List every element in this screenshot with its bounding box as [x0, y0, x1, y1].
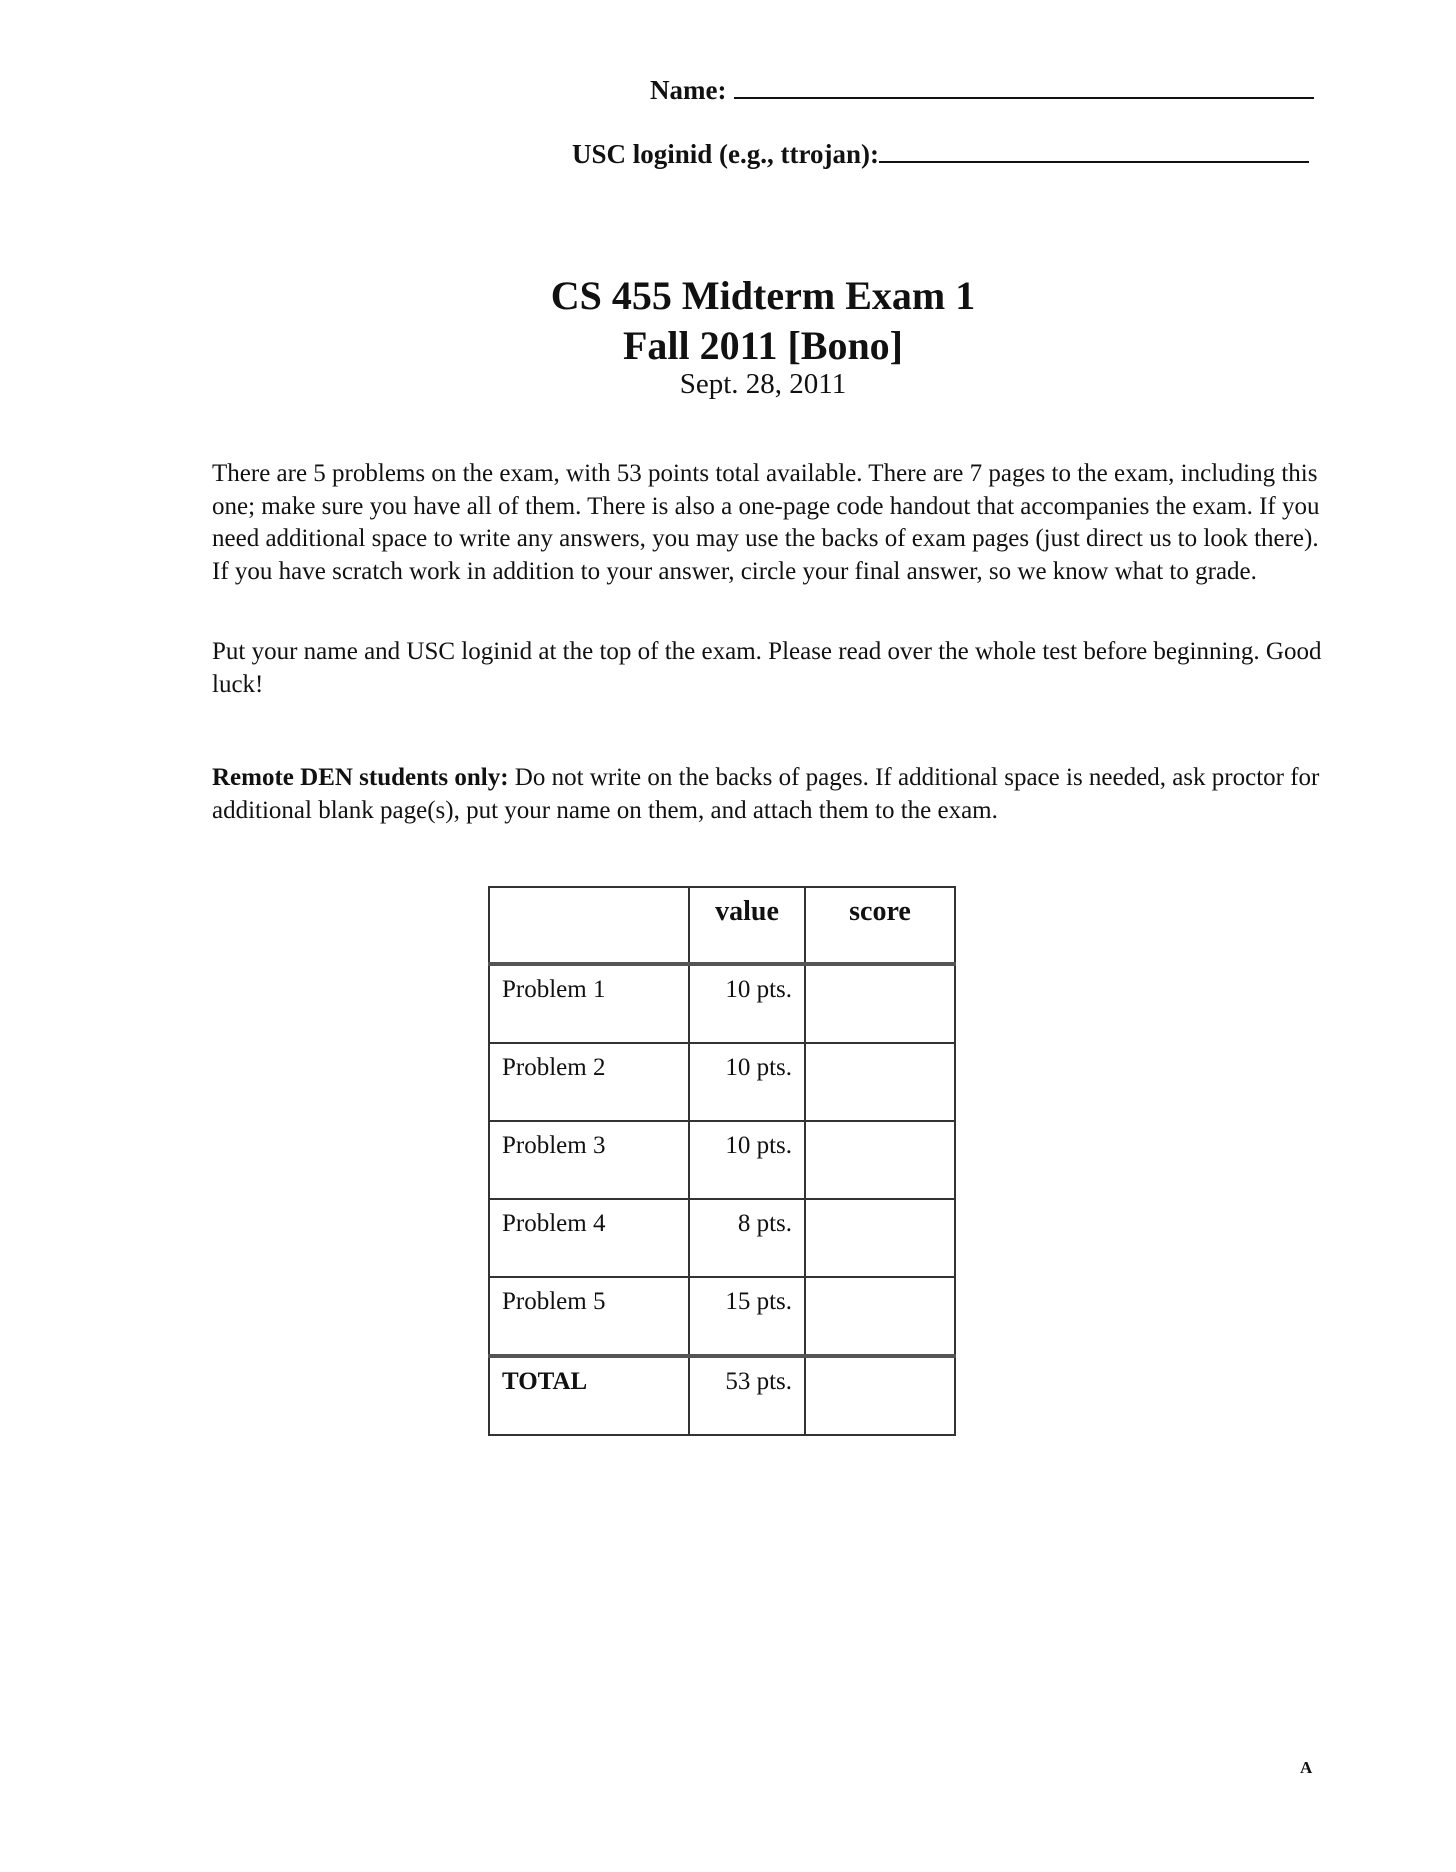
- loginid-field: [572, 137, 1309, 170]
- remote-note-heading: Remote DEN students only:: [212, 764, 509, 791]
- instructions-paragraph-1: There are 5 problems on the exam, with 53 points total available. There are 7 pages to the exam, including this one; make sure you have all of them. There is also a one-page code handout that accompanies the exam. If you need additional space to write any answers, you may use the backs of exam pages (just direct us to look there). If you have scratch work in addition to your answer, circle your final answer, so we know what to grade.: [212, 460, 1320, 585]
- table-row: [489, 1121, 955, 1199]
- exam-date: Sept. 28, 2011: [679, 368, 847, 400]
- table-row: [489, 1043, 955, 1121]
- loginid-blank-line[interactable]: [879, 137, 1309, 163]
- header-value: value: [689, 887, 805, 964]
- problem-value: 8 pts.: [689, 1199, 805, 1277]
- exam-title: CS 455 Midterm Exam 1: [550, 273, 976, 318]
- loginid-label: USC loginid (e.g., ttrojan):: [572, 139, 879, 169]
- problem-score-cell: [805, 964, 955, 1043]
- problem-label: Problem 4: [489, 1199, 689, 1277]
- name-label: Name:: [650, 75, 727, 105]
- total-label: TOTAL: [489, 1356, 689, 1435]
- problem-value: 10 pts.: [689, 964, 805, 1043]
- table-row: [489, 1199, 955, 1277]
- name-field: [650, 73, 1314, 106]
- problem-value: 10 pts.: [689, 1121, 805, 1199]
- problem-score-cell: [805, 1043, 955, 1121]
- exam-term: Fall 2011 [Bono]: [622, 323, 904, 368]
- header-problem: [489, 887, 689, 964]
- remote-note-text: Do not write on the backs of pages. If additional space is needed, ask proctor for additional blank page(s), put your name on them, and attach them to the exam.: [212, 764, 1320, 824]
- table-row: [489, 964, 955, 1043]
- page-version-letter: A: [1300, 1758, 1313, 1777]
- problem-label: Problem 5: [489, 1277, 689, 1356]
- score-table: [488, 886, 956, 1436]
- instructions-paragraph-2: Put your name and USC loginid at the top of the exam. Please read over the whole test before beginning. Good luck!: [212, 638, 1322, 698]
- problem-label: Problem 3: [489, 1121, 689, 1199]
- score-table-header: [489, 887, 955, 964]
- problem-score-cell: [805, 1199, 955, 1277]
- total-score-cell: [805, 1356, 955, 1435]
- remote-students-note: [212, 762, 1322, 827]
- problem-label: Problem 1: [489, 964, 689, 1043]
- total-row: [489, 1356, 955, 1435]
- total-value: 53 pts.: [689, 1356, 805, 1435]
- header-score: score: [805, 887, 955, 964]
- problem-score-cell: [805, 1121, 955, 1199]
- table-row: [489, 1277, 955, 1356]
- name-blank-line[interactable]: [734, 73, 1314, 99]
- problem-value: 15 pts.: [689, 1277, 805, 1356]
- problem-score-cell: [805, 1277, 955, 1356]
- problem-value: 10 pts.: [689, 1043, 805, 1121]
- problem-label: Problem 2: [489, 1043, 689, 1121]
